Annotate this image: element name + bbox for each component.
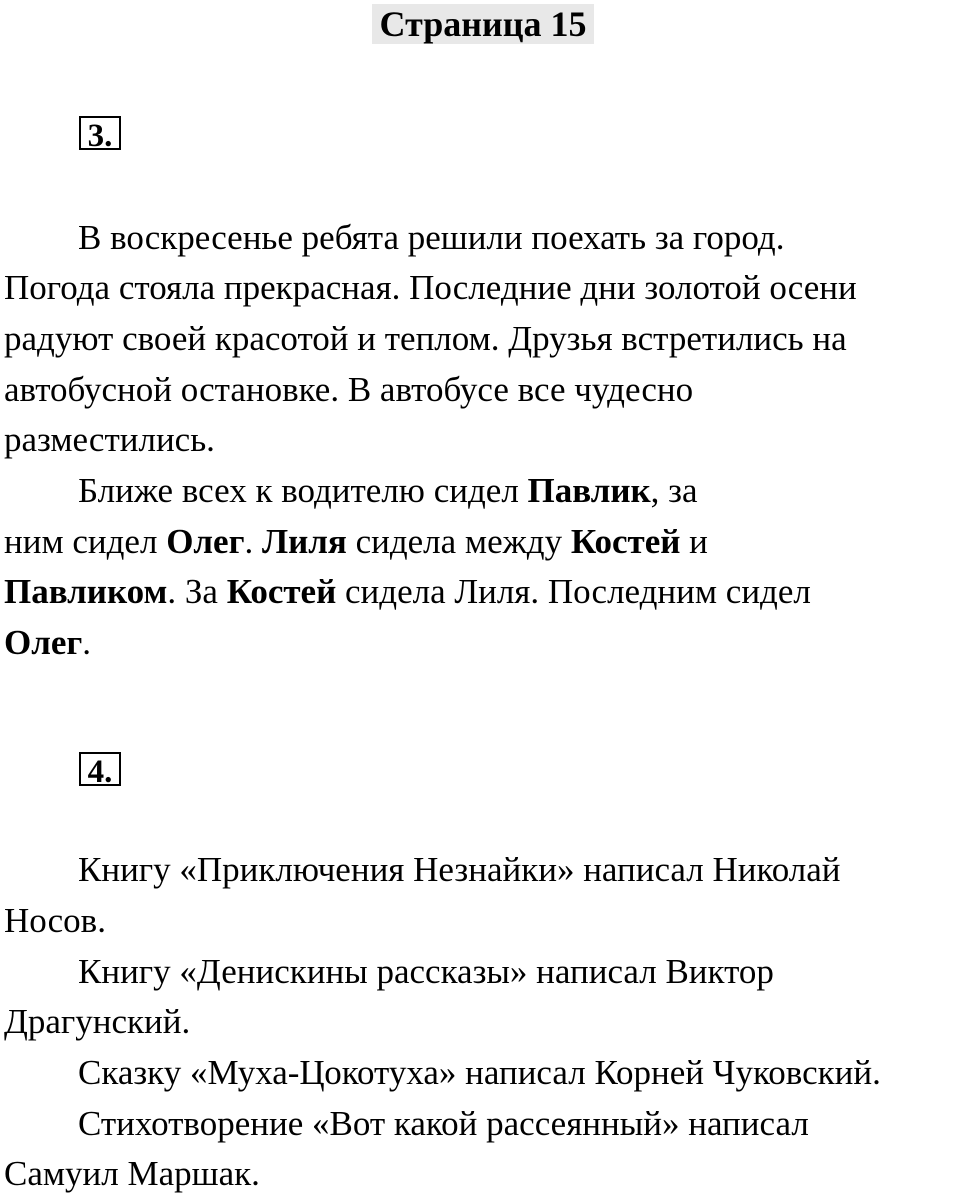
text-line: Павликом. За Костей сидела Лиля. Последним сидел xyxy=(4,572,811,611)
name-kostya: Костей xyxy=(570,522,681,561)
name-oleg: Олег xyxy=(4,623,83,662)
name-oleg: Олег xyxy=(166,522,245,561)
text-line: ним сидел Олег. Лиля сидела между Костей и xyxy=(4,522,708,561)
text-line: Стихотворение «Вот какой рассеянный» написал xyxy=(78,1104,809,1143)
text-line: Самуил Маршак. xyxy=(4,1154,260,1193)
text-line: Сказку «Муха-Цокотуха» написал Корней Чуковский. xyxy=(78,1053,881,1092)
text-line: Олег. xyxy=(4,623,92,662)
text-line: Книгу «Приключения Незнайки» написал Николай xyxy=(78,850,841,889)
text-line: В воскресенье ребята решили поехать за город. xyxy=(78,218,785,257)
text-line: радуют своей красотой и теплом. Друзья встретились на xyxy=(4,319,847,358)
task-number-3: 3. xyxy=(79,116,121,150)
name-pavlik: Павлик xyxy=(527,471,651,510)
name-pavlik: Павликом xyxy=(4,572,168,611)
text-line: разместились. xyxy=(4,420,215,459)
name-lilya: Лиля xyxy=(261,522,347,561)
page-title: Страница 15 xyxy=(372,4,594,44)
name-kostya: Костей xyxy=(226,572,337,611)
text-line: Драгунский. xyxy=(4,1002,191,1041)
text-line: Носов. xyxy=(4,901,106,940)
task-number-4: 4. xyxy=(79,752,121,786)
text-line: Книгу «Денискины рассказы» написал Виктор xyxy=(78,952,774,991)
text-line: Ближе всех к водителю сидел Павлик, за xyxy=(78,471,698,510)
text-line: автобусной остановке. В автобусе все чудесно xyxy=(4,370,694,409)
text-line: Погода стояла прекрасная. Последние дни золотой осени xyxy=(4,268,857,307)
